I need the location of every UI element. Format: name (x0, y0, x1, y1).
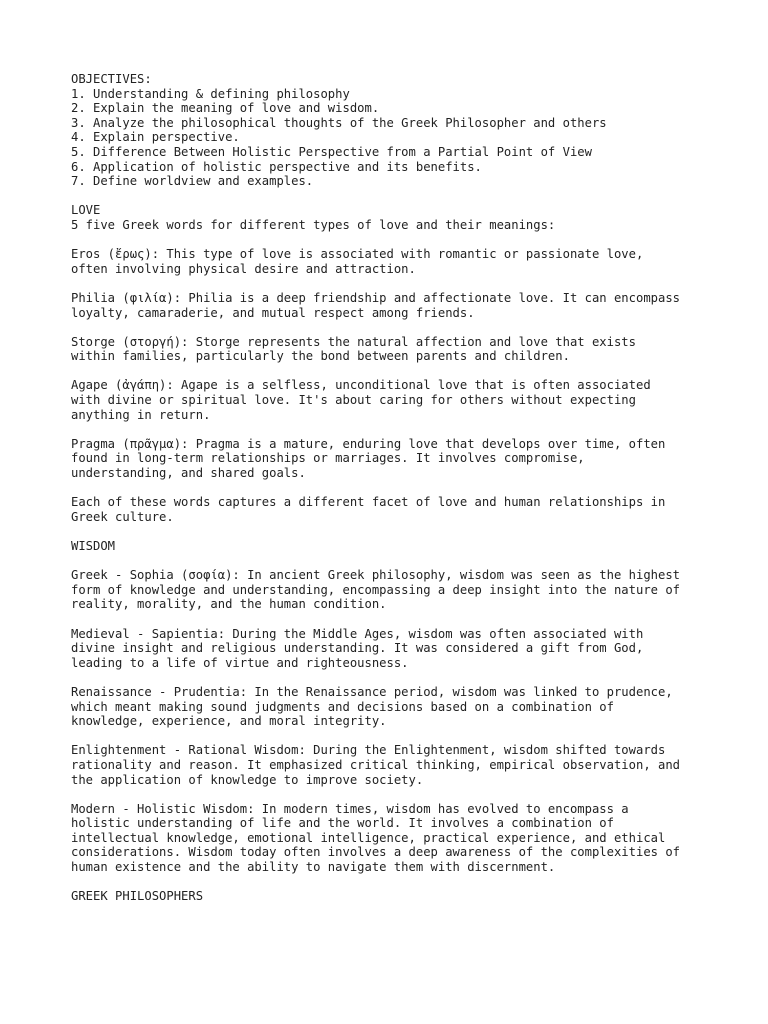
paragraph-line: Pragma (πρᾶγμα): Pragma is a mature, enduring love that develops over time, often (71, 436, 666, 451)
spacer (71, 612, 751, 627)
spacer (71, 524, 751, 539)
love-intro: 5 five Greek words for different types of love and their meanings: (71, 217, 556, 232)
philosophers-section (71, 889, 751, 904)
spacer (71, 670, 751, 685)
spacer (71, 422, 751, 437)
paragraph-modern (71, 802, 751, 875)
spacer (71, 729, 751, 744)
paragraph-line: leading to a life of virtue and righteousness. (71, 655, 409, 670)
paragraph-line: which meant making sound judgments and decisions based on a combination of (71, 699, 614, 714)
paragraph-greek-sophia (71, 568, 751, 612)
paragraph-line: Storge (στοργή): Storge represents the natural affection and love that exists (71, 334, 636, 349)
objective-item: 2. Explain the meaning of love and wisdom. (71, 101, 380, 116)
objective-item: 1. Understanding & defining philosophy (71, 86, 350, 101)
paragraph-renaissance (71, 685, 751, 729)
paragraph-line: found in long-term relationships or marriages. It involves compromise, (71, 451, 585, 466)
paragraph-line: rationality and reason. It emphasized critical thinking, empirical observation, and (71, 757, 681, 772)
paragraph-line: Each of these words captures a different facet of love and human relationships in (71, 495, 666, 510)
love-heading: LOVE (71, 203, 101, 218)
paragraph-pragma (71, 437, 751, 481)
spacer (71, 364, 751, 379)
paragraph-philia (71, 291, 751, 320)
paragraph-line: Greek - Sophia (σοφία): In ancient Greek philosophy, wisdom was seen as the highest (71, 568, 681, 583)
spacer (71, 787, 751, 802)
objective-item: 7. Define worldview and examples. (71, 174, 314, 189)
paragraph-enlightenment (71, 743, 751, 787)
paragraph-medieval (71, 627, 751, 671)
paragraph-line: holistic understanding of life and the world. It involves a combination of (71, 816, 614, 831)
objective-item: 3. Analyze the philosophical thoughts of the Greek Philosopher and others (71, 115, 607, 130)
paragraph-line: knowledge, experience, and moral integrity. (71, 714, 387, 729)
wisdom-heading: WISDOM (71, 539, 116, 553)
spacer (71, 875, 751, 890)
paragraph-line: form of knowledge and understanding, encompassing a deep insight into the nature of (71, 582, 681, 597)
wisdom-section (71, 539, 751, 875)
paragraph-line: considerations. Wisdom today often involves a deep awareness of the complexities of (71, 845, 681, 860)
paragraph-line: understanding, and shared goals. (71, 466, 306, 481)
document-page (71, 72, 751, 904)
objective-item: 4. Explain perspective. (71, 130, 240, 145)
paragraph-line: Enlightenment - Rational Wisdom: During the Enlightenment, wisdom shifted towards (71, 743, 666, 758)
paragraph-line: the application of knowledge to improve society. (71, 772, 424, 787)
love-section (71, 203, 751, 524)
paragraph-eros (71, 247, 751, 276)
paragraph-line: loyalty, camaraderie, and mutual respect among friends. (71, 305, 475, 320)
philosophers-heading: GREEK PHILOSOPHERS (71, 889, 204, 904)
paragraph-line: divine insight and religious understanding. It was considered a gift from God, (71, 641, 644, 656)
paragraph-line: often involving physical desire and attraction. (71, 261, 416, 276)
paragraph-love-closing (71, 495, 751, 524)
paragraph-line: Medieval - Sapientia: During the Middle Ages, wisdom was often associated with (71, 626, 644, 641)
paragraph-line: Greek culture. (71, 509, 174, 524)
paragraph-line: Renaissance - Prudentia: In the Renaissance period, wisdom was linked to prudence, (71, 684, 673, 699)
spacer (71, 554, 751, 569)
spacer (71, 233, 751, 248)
paragraph-line: Eros (ἔρως): This type of love is associated with romantic or passionate love, (71, 247, 644, 262)
paragraph-line: with divine or spiritual love. It's about caring for others without expecting (71, 393, 636, 408)
paragraph-line: Modern - Holistic Wisdom: In modern times, wisdom has evolved to encompass a (71, 801, 629, 816)
spacer (71, 276, 751, 291)
paragraph-line: Agape (ἀγάπη): Agape is a selfless, unconditional love that is often associated (71, 378, 651, 393)
spacer (71, 189, 751, 204)
paragraph-line: within families, particularly the bond between parents and children. (71, 349, 570, 364)
objective-item: 5. Difference Between Holistic Perspective from a Partial Point of View (71, 144, 592, 159)
paragraph-storge (71, 335, 751, 364)
objective-item: 6. Application of holistic perspective and its benefits. (71, 159, 482, 174)
paragraph-line: human existence and the ability to navigate them with discernment. (71, 860, 556, 875)
paragraph-line: intellectual knowledge, emotional intelligence, practical experience, and ethical (71, 830, 666, 845)
paragraph-line: Philia (φιλία): Philia is a deep friendship and affectionate love. It can encompass (71, 290, 681, 305)
spacer (71, 481, 751, 496)
paragraph-agape (71, 378, 751, 422)
objectives-section (71, 72, 751, 189)
paragraph-line: reality, morality, and the human condition. (71, 597, 387, 612)
paragraph-line: anything in return. (71, 407, 211, 422)
spacer (71, 320, 751, 335)
objectives-heading: OBJECTIVES: (71, 72, 152, 86)
